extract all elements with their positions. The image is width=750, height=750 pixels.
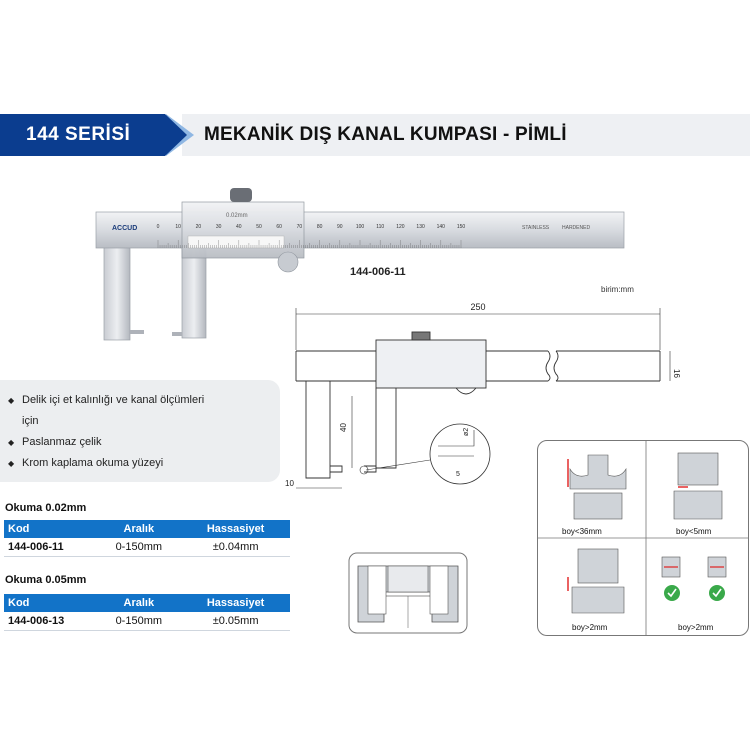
scale-number: 30 [215, 224, 222, 230]
feature-list [8, 390, 208, 474]
cell-aralik: 0-150mm [96, 538, 181, 557]
scale-number: 140 [436, 224, 445, 230]
feature-item: ◆ Delik içi et kalınlığı ve kanal ölçümleri için [8, 390, 208, 432]
cell-kod: 144-006-13 [4, 612, 96, 631]
scale-number: 40 [236, 224, 242, 230]
scale-number: 90 [337, 224, 343, 230]
bullet-icon: ◆ [8, 396, 15, 405]
usage-cell-1 [568, 455, 626, 519]
scale-number: 120 [396, 224, 405, 230]
bullet-icon: ◆ [8, 438, 15, 447]
usage-cell-4 [662, 557, 726, 601]
table1-title: Okuma 0.02mm [5, 502, 87, 514]
spec-table-1 [4, 520, 290, 557]
brand-logo: ACCUD [112, 225, 138, 232]
stainless-mark: STAINLESS [522, 225, 550, 231]
scale-number: 150 [456, 224, 466, 230]
cell-hassasiyet: ±0.04mm [181, 538, 290, 557]
check-icon [709, 585, 725, 601]
model-code: 144-006-11 [350, 266, 406, 278]
col-header-kod: Kod [4, 594, 96, 612]
groove-diagram [348, 552, 468, 634]
scale-number: 60 [276, 224, 282, 230]
features-box [0, 380, 280, 482]
check-icon [664, 585, 680, 601]
vernier-note: 0.02mm [226, 213, 248, 219]
scale-number: 80 [316, 224, 323, 230]
scale-number: 20 [195, 224, 202, 230]
scale-number: 0 [156, 224, 160, 230]
usage-caption-3: boy>2mm [572, 623, 608, 632]
usage-cell-2 [674, 453, 722, 519]
unit-label: birim:mm [601, 285, 634, 294]
table2-title: Okuma 0.05mm [5, 574, 87, 586]
scale-number: 110 [376, 224, 385, 230]
spec-table-2 [4, 594, 290, 631]
bullet-icon: ◆ [8, 459, 15, 468]
usage-caption-1: boy<36mm [562, 527, 602, 536]
dim-jaw: 10 [285, 479, 294, 488]
scale-number: 50 [256, 224, 262, 230]
feature-item: ◆ Paslanmaz çelik [8, 432, 208, 453]
usage-grid [537, 440, 749, 636]
dim-depth: 40 [339, 423, 348, 432]
col-header-kod: Kod [4, 520, 96, 538]
scale-number: 70 [296, 224, 303, 230]
table-row [4, 538, 290, 557]
scale-number: 100 [355, 224, 365, 230]
dim-height: 16 [672, 369, 681, 378]
cell-aralik: 0-150mm [96, 612, 181, 631]
scale-number: 130 [416, 224, 425, 230]
header-bar [0, 114, 750, 156]
col-header-aralik: Aralık [96, 520, 181, 538]
feature-item: ◆ Krom kaplama okuma yüzeyi [8, 453, 208, 474]
series-label: 144 SERİSİ [26, 124, 131, 145]
dim-pin-diameter: ø2 [463, 427, 470, 436]
cell-hassasiyet: ±0.05mm [181, 612, 290, 631]
hardened-mark: HARDENED [562, 225, 591, 231]
col-header-hassasiyet: Hassasiyet [181, 594, 290, 612]
usage-caption-4: boy>2mm [678, 623, 714, 632]
scale-number: 10 [175, 224, 181, 230]
col-header-hassasiyet: Hassasiyet [181, 520, 290, 538]
dim-length: 250 [470, 302, 486, 312]
usage-caption-2: boy<5mm [676, 527, 712, 536]
usage-illustrations [538, 441, 748, 635]
usage-cell-3 [568, 549, 624, 613]
series-tab [0, 114, 165, 156]
cell-kod: 144-006-11 [4, 538, 96, 557]
table-row [4, 612, 290, 631]
col-header-aralik: Aralık [96, 594, 181, 612]
dim-pin-length: 5 [456, 471, 460, 478]
page-title: MEKANİK DIŞ KANAL KUMPASI - PİMLİ [204, 124, 567, 145]
